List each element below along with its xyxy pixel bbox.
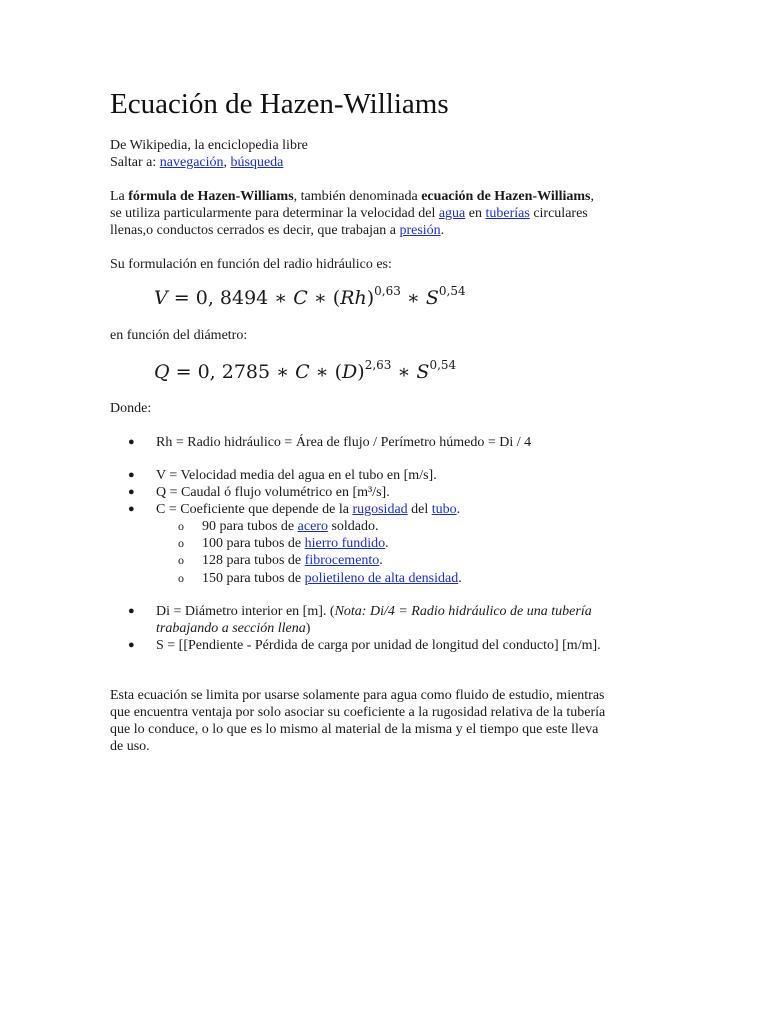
formula-exponent: 2,63: [364, 358, 392, 372]
filled-circle-bullet-icon: ●: [128, 486, 135, 498]
formula-exponent: 0,54: [438, 284, 466, 298]
list-item-text: S = [[Pendiente - Pérdida de carga por unidad de longitud del conducto] [m/m].: [156, 638, 601, 653]
text: 150 para tubos de: [202, 571, 305, 586]
intro-line-2: [110, 205, 588, 222]
jump-links: [110, 154, 283, 171]
tuberias-link[interactable]: tuberías: [485, 206, 530, 221]
fibrocemento-link[interactable]: fibrocemento: [304, 553, 380, 568]
hollow-circle-bullet-icon: o: [178, 571, 184, 585]
list-item-text: Q = Caudal ó flujo volumétrico en [m³/s].: [156, 485, 390, 500]
formula-var: D: [342, 361, 358, 383]
closing-line-1: Esta ecuación se limita por usarse solamente para agua como fluido de estudio, mientras: [110, 688, 605, 703]
filled-circle-bullet-icon: ●: [128, 469, 135, 481]
closing-line-2: que encuentra ventaja por solo asociar su coeficiente a la rugosidad relativa de la tubería: [110, 705, 606, 720]
polietileno-link[interactable]: polietileno de alta densidad: [304, 571, 459, 586]
formula-op: ∗ (: [307, 287, 341, 309]
list-item-text: [156, 501, 676, 518]
presion-link[interactable]: presión: [399, 223, 441, 238]
text: .: [456, 502, 461, 517]
formula-exponent: 0,54: [429, 358, 457, 372]
text: .: [379, 553, 383, 568]
closing-line-4: de uso.: [110, 739, 150, 754]
formula-var: Rh: [340, 287, 367, 309]
formula-op: ∗ (: [309, 361, 343, 383]
intro-text: llenas,o conductos cerrados es decir, que trabajan a: [110, 223, 400, 238]
formula-var: Q: [154, 361, 170, 383]
filled-circle-bullet-icon: ●: [128, 605, 135, 617]
filled-circle-bullet-icon: ●: [128, 639, 135, 651]
formula-var: S: [416, 361, 430, 383]
formula-var: V: [154, 287, 168, 309]
text: ): [305, 621, 311, 636]
note-italic: trabajando a sección llena: [156, 621, 306, 636]
formula-op: ): [366, 287, 375, 309]
hierro-fundido-link[interactable]: hierro fundido: [304, 536, 386, 551]
closing-line-3: que lo conduce, o lo que es lo mismo al material de la misma y el tiempo que este lleva: [110, 722, 599, 737]
text: 128 para tubos de: [202, 553, 305, 568]
list-item-text: Rh = Radio hidráulico = Área de flujo / Perímetro húmedo = Di / 4: [156, 435, 532, 450]
navigation-link[interactable]: navegación: [159, 155, 224, 170]
jump-separator: ,: [223, 155, 231, 170]
intro-line-1: [110, 188, 594, 205]
bold-term-ecuacion: ecuación de Hazen-Williams: [421, 189, 591, 204]
note-italic: Nota: Di/4 = Radio hidráulico de una tubería: [334, 604, 592, 619]
text: C = Coeficiente que depende de la: [156, 502, 353, 517]
intro-text: se utiliza particularmente para determinar la velocidad del: [110, 206, 439, 221]
diameter-text: en función del diámetro:: [110, 328, 248, 343]
formula-var: C: [293, 287, 308, 309]
text: soldado.: [327, 519, 379, 534]
formula-op: ): [357, 361, 365, 383]
di-line-2: [156, 620, 676, 637]
formula-exponent: 0,63: [374, 284, 401, 298]
sub-list-item-text: [202, 535, 389, 552]
sub-list-item-text: [202, 570, 462, 587]
hollow-circle-bullet-icon: o: [178, 519, 184, 533]
formula-var: S: [425, 287, 439, 309]
intro-text: en: [465, 206, 486, 221]
di-line-1: [156, 603, 676, 620]
formula-op: = 0, 2785 ∗: [169, 361, 296, 383]
intro-text: circulares: [529, 206, 588, 221]
filled-circle-bullet-icon: ●: [128, 503, 135, 515]
text: .: [385, 536, 389, 551]
formula-var: C: [295, 361, 310, 383]
formula-velocity: [154, 286, 466, 310]
text: del: [407, 502, 432, 517]
text: .: [458, 571, 462, 586]
formulation-text: Su formulación en función del radio hidráulico es:: [110, 257, 392, 272]
tubo-link[interactable]: tubo: [431, 502, 457, 517]
list-item-text: V = Velocidad media del agua en el tubo en [m/s].: [156, 468, 437, 483]
formula-op: = 0, 8494 ∗: [167, 287, 294, 309]
filled-circle-bullet-icon: ●: [128, 436, 135, 448]
text: Di = Diámetro interior en [m]. (: [156, 604, 335, 619]
search-link[interactable]: búsqueda: [230, 155, 284, 170]
hollow-circle-bullet-icon: o: [178, 536, 184, 550]
jump-prefix: Saltar a:: [110, 155, 160, 170]
agua-link[interactable]: agua: [438, 206, 466, 221]
bold-term-formula: fórmula de Hazen-Williams: [128, 189, 294, 204]
hollow-circle-bullet-icon: o: [178, 553, 184, 567]
donde-label: Donde:: [110, 401, 152, 416]
formula-op: ∗: [400, 287, 426, 309]
intro-text: La: [110, 189, 129, 204]
formula-flow: [154, 360, 456, 384]
rugosidad-link[interactable]: rugosidad: [352, 502, 408, 517]
intro-text: ,: [590, 189, 594, 204]
acero-link[interactable]: acero: [297, 519, 328, 534]
intro-text: .: [440, 223, 445, 238]
sub-list-item-text: [202, 518, 379, 535]
intro-line-3: [110, 222, 444, 239]
text: 100 para tubos de: [202, 536, 305, 551]
list-item-text: [156, 603, 676, 637]
text: 90 para tubos de: [202, 519, 298, 534]
intro-text: , también denominada: [293, 189, 422, 204]
sub-list-item-text: [202, 552, 383, 569]
page-title: Ecuación de Hazen-Williams: [110, 88, 449, 120]
formula-op: ∗: [391, 361, 417, 383]
site-subtitle: De Wikipedia, la enciclopedia libre: [110, 138, 308, 153]
